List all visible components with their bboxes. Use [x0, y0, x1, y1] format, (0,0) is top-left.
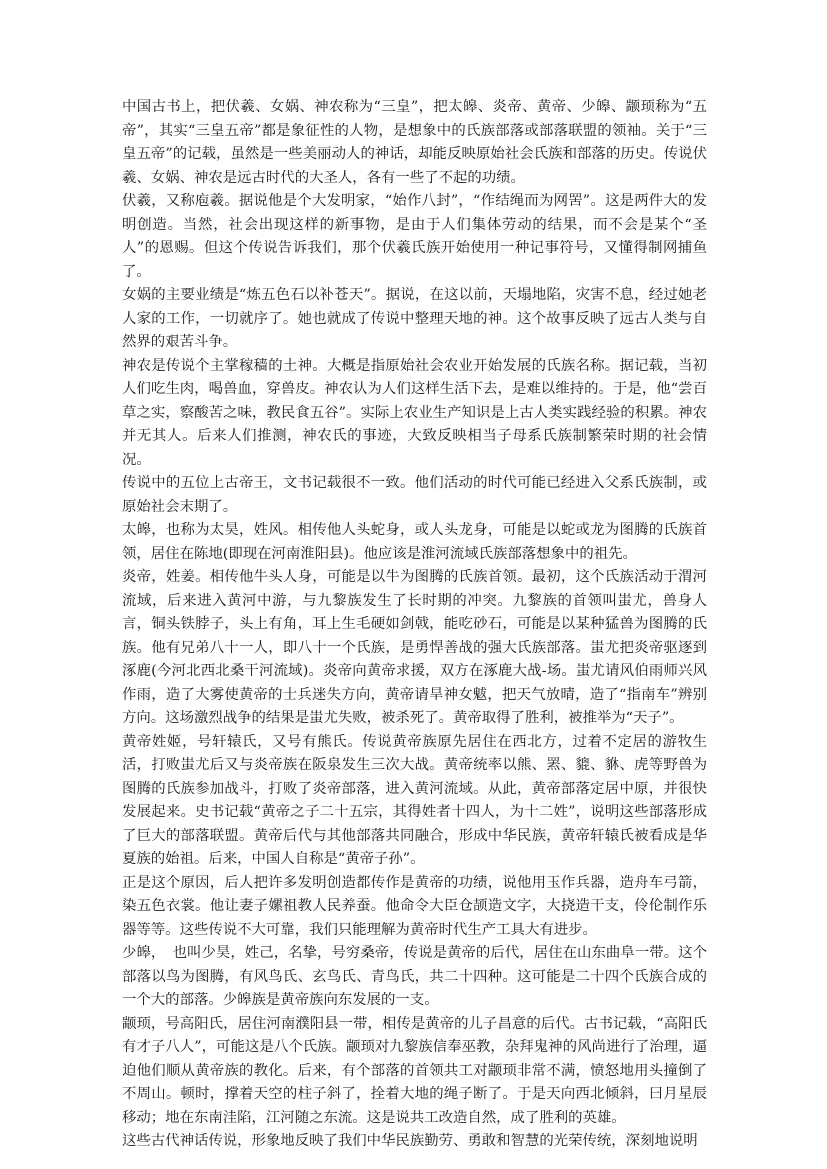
paragraph-taihao: 太皞，也称为太昊，姓风。相传他人头蛇身，或人头龙身，可能是以蛇或龙为图腾的氏族首领，居住在陈地(即现在河南淮阳县)。他应该是淮河流域氏族部落想象中的祖先。 [122, 522, 707, 562]
paragraph-yandi: 炎帝，姓姜。相传他牛头人身，可能是以牛为图腾的氏族首领。最初，这个氏族活动于渭河流域，后来进入黄河中游，与九黎族发生了长时期的冲突。九黎族的首领叫蚩尤，兽身人言，铜头铁脖子，头上有角，耳上生毛硬如剑戟，能吃砂石，可能是以某种猛兽为图腾的氏族。他有兄弟八十一人，即八十一个氏族，是勇悍善战的强大氏族部落。蚩尤把炎帝驱逐到涿鹿(今河北西北桑干河流域)。炎帝向黄帝求援，双方在涿鹿大战-场。蚩尤请风伯雨师兴风作雨，造了大雾使黄帝的士兵迷失方向，黄帝请旱神女魃，把天气放晴，造了“指南车”辨别方向。这场激烈战争的结果是蚩尤失败，被杀死了。黄帝取得了胜利，被推举为“天子”。 [122, 569, 707, 726]
paragraph-fuxi: 伏羲，又称庖羲。据说他是个大发明家，“始作八封”，“作结绳而为网罟”。这是两件大的发明创造。当然，社会出现这样的新事物，是由于人们集体劳动的结果，而不会是某个“圣人”的恩赐。但这个传说告诉我们，那个伏羲氏族开始使用一种记事符号，又懂得制网捕鱼了。 [122, 193, 707, 280]
paragraph-huangdi: 黄帝姓姬，号轩辕氏，又号有熊氏。传说黄帝族原先居住在西北方，过着不定居的游牧生活，打败蚩尤后又与炎帝族在阪泉发生三次大战。黄帝统率以熊、罴、貔、貅、虎等野兽为图腾的氏族参加战斗，打败了炎帝部落，进入黄河流域。从此，黄帝部落定居中原，并很快发展起来。史书记载“黄帝之子二十五宗，其得姓者十四人，为十二姓”，说明这些部落形成了巨大的部落联盟。黄帝后代与其他部落共同融合，形成中华民族，黄帝轩辕氏被看成是华夏族的始祖。后来，中国人自称是“黄帝子孙”。 [122, 733, 707, 867]
paragraph-five-emperors: 传说中的五位上古帝王，文书记载很不一致。他们活动的时代可能已经进入父系氏族制，或原始社会末期了。 [122, 475, 707, 515]
paragraph-conclusion: 这些古代神话传说，形象地反映了我们中华民族勤劳、勇敢和智慧的光荣传统，深刻地说明 [122, 1133, 698, 1149]
paragraph-shennong: 神农是传说个主掌稼穑的土神。大概是指原始社会农业开始发展的氏族名称。据记载，当初人们吃生肉，喝兽血，穿兽皮。神农认为人们这样生活下去，是难以维持的。于是，他“尝百草之实，察酸苦之味，教民食五谷”。实际上农业生产知识是上古人类实践经验的积累。神农并无其人。后来人们推测，神农氏的事迹，大致反映相当子母系氏族制繁荣时期的社会情况。 [122, 357, 707, 468]
paragraph-huangdi-inventions: 正是这个原因，后人把许多发明创造都传作是黄帝的功绩，说他用玉作兵器，造舟车弓箭，染五色衣裳。他让妻子嫘祖教人民养蚕。他命令大臣仓颉造文字，大挠造干支，伶伦制作乐器等等。这些传说不大可靠，我们只能理解为黄帝时代生产工具大有进步。 [122, 874, 707, 938]
paragraph-three-sovereigns: 中国古书上，把伏羲、女娲、神农称为“三皇”，把太皞、炎帝、黄帝、少皞、颛顼称为“五帝”，其实“三皇五帝”都是象征性的人物，是想象中的氏族部落或部落联盟的领袖。关于“三皇五帝”的记载，虽然是一些美丽动人的神话，却能反映原始社会氏族和部落的历史。传说伏羲、女娲、神农是远古时代的大圣人，各有一些了不起的功绩。 [122, 99, 707, 186]
paragraph-nuwa: 女娲的主要业绩是“炼五色石以补苍天”。据说，在这以前，天塌地陷，灾害不息，经过她老人家的工作，一切就序了。她也就成了传说中整理天地的神。这个故事反映了远古人类与自然界的艰苦斗争。 [122, 287, 707, 350]
paragraph-shaohao: 少皞， 也叫少昊，姓己，名挚，号穷桑帝，传说是黄帝的后代，居住在山东曲阜一带。这个部落以鸟为图腾，有风鸟氏、玄鸟氏、青鸟氏，共二十四种。这可能是二十四个氏族合成的一个大的部落。少皞族是黄帝族向东发展的一支。 [122, 945, 707, 1008]
document-body [122, 96, 707, 1154]
paragraph-zhuanxu: 颛顼，号高阳氏，居住河南濮阳县一带，相传是黄帝的儿子昌意的后代。古书记载，“高阳氏有才子八人”，可能这是八个氏族。颛顼对九黎族信奉巫教，杂拜鬼神的风尚进行了治理，逼迫他们顺从黄帝族的教化。后来，有个部落的首领共工对颛顼非常不满，愤怒地用头撞倒了不周山。顿时，撑着天空的柱子斜了，拴着大地的绳子断了。于是天向西北倾斜，曰月星辰移动；地在东南洼陷，江河随之东流。这是说共工改造自然，成了胜利的英雄。 [122, 1015, 707, 1126]
